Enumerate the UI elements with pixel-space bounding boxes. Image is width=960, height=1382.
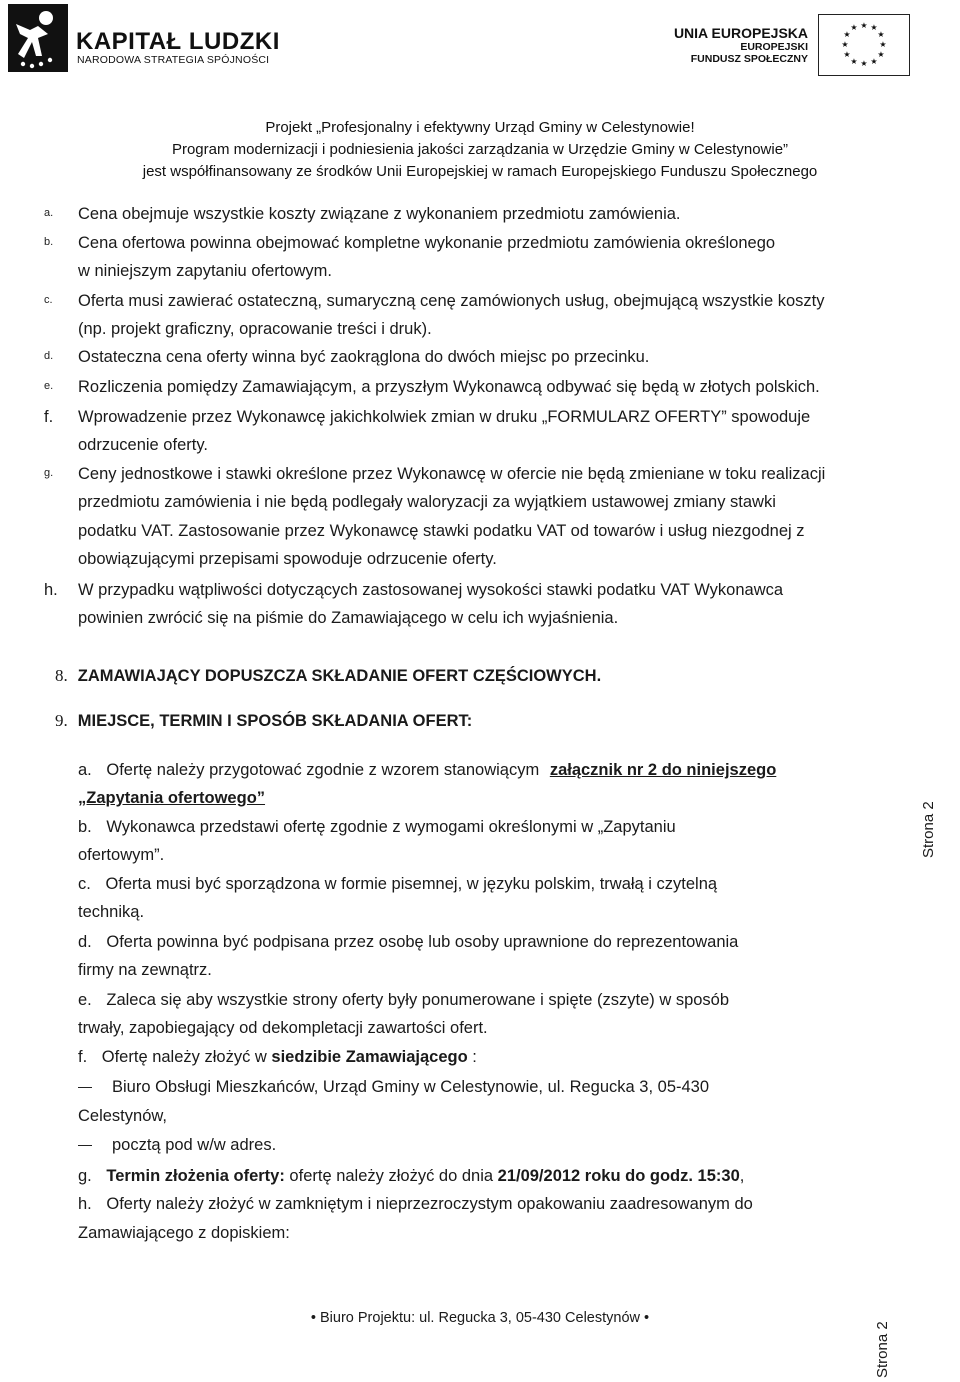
list-text: ofertę należy złożyć do dnia xyxy=(284,1167,498,1185)
list-item: Cena obejmuje wszystkie koszty związane z wykonaniem przedmiotu zamówienia. xyxy=(78,205,681,223)
eu-flag-icon xyxy=(818,14,910,76)
list-item-cont: Zamawiającego z dopiskiem: xyxy=(78,1224,290,1242)
eu-logo-line3: FUNDUSZ SPOŁECZNY xyxy=(690,53,808,65)
list-marker: a. xyxy=(44,207,54,219)
list-marker: c. xyxy=(78,875,91,893)
list-item-cont: ofertowym”. xyxy=(78,846,165,864)
svg-text:★: ★ xyxy=(850,57,858,66)
list-item-cont: powinien zwrócić się na piśmie do Zamawiającego w celu ich wyjaśnienia. xyxy=(78,609,619,627)
section-9-heading xyxy=(55,711,472,731)
svg-text:★: ★ xyxy=(841,40,849,49)
section-title: MIEJSCE, TERMIN I SPOSÓB SKŁADANIA OFERT: xyxy=(77,712,473,730)
list-marker: h. xyxy=(44,581,58,599)
section-number: 8. xyxy=(55,666,68,685)
list-item-cont: (np. projekt graficzny, opracowanie treści i druk). xyxy=(78,320,432,338)
list-item-cont: techniką. xyxy=(78,903,145,921)
list-text-bold: siedzibie Zamawiającego xyxy=(271,1048,468,1066)
list-marker: e. xyxy=(44,380,54,392)
eu-logo-line1: UNIA EUROPEJSKA xyxy=(673,25,808,41)
footer-text: Biuro Projektu: ul. Regucka 3, 05-430 Celestynów xyxy=(320,1310,640,1326)
dash-bullet-icon xyxy=(78,1145,92,1146)
list-text-tail: , xyxy=(739,1167,745,1185)
section-8-heading xyxy=(55,666,601,686)
list-item-cont: podatku VAT. Zastosowanie przez Wykonawcę stawki podatku VAT od towarów i usług niezgodnej z xyxy=(78,522,805,540)
list-item-cont: obowiązującymi przepisami spowoduje odrzucenie oferty. xyxy=(78,550,497,568)
list-item-cont: trwały, zapobiegający od dekompletacji zawartości ofert. xyxy=(78,1019,488,1037)
list-item: Wprowadzenie przez Wykonawcę jakichkolwiek zmian w druku „FORMULARZ OFERTY” spowoduje xyxy=(78,408,811,426)
list-item-cont: firmy na zewnątrz. xyxy=(78,961,212,979)
list-text: Zaleca się aby wszystkie strony oferty były ponumerowane i spięte (zszyte) w sposób xyxy=(106,991,730,1009)
list-item: Ostateczna cena oferty winna być zaokrąglona do dwóch miejsc po przecinku. xyxy=(78,348,650,366)
list-marker: d. xyxy=(44,350,54,362)
deadline-label: Termin złożenia oferty: xyxy=(106,1167,285,1185)
dash-bullet-icon xyxy=(78,1087,92,1088)
list-text-tail: : xyxy=(467,1048,477,1066)
project-line-2: Program modernizacji i podniesienia jakości zarządzania w Urzędzie Gminy w Celestynowie” xyxy=(171,141,789,158)
svg-text:★: ★ xyxy=(877,50,885,59)
list-item-cont: odrzucenie oferty. xyxy=(78,436,208,454)
eu-logo-text xyxy=(674,25,808,65)
svg-text:★: ★ xyxy=(843,50,851,59)
attachment-link[interactable]: załącznik nr 2 do niniejszego xyxy=(549,761,777,779)
kapital-ludzki-subtitle: NARODOWA STRATEGIA SPÓJNOŚCI xyxy=(77,54,270,66)
list-item xyxy=(78,756,776,784)
list-item xyxy=(78,870,717,898)
list-marker: f. xyxy=(44,408,54,426)
deadline-date: 21/09/2012 roku do godz. 15:30 xyxy=(497,1167,740,1185)
list-text: Ofertę należy przygotować zgodnie z wzorem stanowiącym xyxy=(106,761,540,779)
list-item xyxy=(78,1043,477,1071)
svg-text:★: ★ xyxy=(843,30,851,39)
list-item xyxy=(78,928,738,956)
list-item xyxy=(78,1162,744,1190)
svg-text:★: ★ xyxy=(877,30,885,39)
bullet-item: pocztą pod w/w adres. xyxy=(112,1136,277,1154)
list-marker: a. xyxy=(78,761,92,779)
list-marker: b. xyxy=(44,236,54,248)
bullet-icon: • xyxy=(310,1310,316,1326)
list-item: Oferta musi zawierać ostateczną, sumaryczną cenę zamówionych usług, obejmującą wszystkie koszty xyxy=(78,292,825,310)
list-marker: c. xyxy=(44,294,53,306)
list-item: Rozliczenia pomiędzy Zamawiającym, a przyszłym Wykonawcą odbywać się będą w złotych polskich. xyxy=(78,378,820,396)
svg-text:★: ★ xyxy=(860,21,868,30)
footer xyxy=(0,1310,960,1326)
list-text: Cena ofertowa powinna obejmować kompletne wykonanie przedmiotu zamówienia określonego xyxy=(78,234,776,252)
svg-text:★: ★ xyxy=(870,57,878,66)
svg-text:★: ★ xyxy=(860,59,868,68)
list-text: Oferta powinna być podpisana przez osobę lub osoby uprawnione do reprezentowania xyxy=(106,933,739,951)
list-marker: g. xyxy=(78,1167,92,1185)
kapital-ludzki-logo xyxy=(8,4,68,72)
list-text: Ofertę należy złożyć w xyxy=(101,1048,267,1066)
list-marker: e. xyxy=(78,991,92,1009)
list-text: Oferty należy złożyć w zamkniętym i nieprzezroczystym opakowaniu zaadresowanym do xyxy=(106,1195,753,1213)
project-line-3: jest współfinansowany ze środków Unii Europejskiej w ramach Europejskiego Funduszu Społecznego xyxy=(142,163,818,180)
list-text: Wykonawca przedstawi ofertę zgodnie z wymogami określonymi w „Zapytaniu xyxy=(106,818,676,836)
svg-text:★: ★ xyxy=(850,23,858,32)
list-item xyxy=(78,813,878,841)
bullet-item: Biuro Obsługi Mieszkańców, Urząd Gminy w Celestynowie, ul. Regucka 3, 05-430 xyxy=(112,1078,710,1096)
page-number-side: Strona 2 xyxy=(920,801,937,858)
list-marker: b. xyxy=(78,818,92,836)
list-marker: f. xyxy=(78,1048,88,1066)
section-number: 9. xyxy=(55,711,68,730)
list-item: W przypadku wątpliwości dotyczących zastosowanej wysokości stawki podatku VAT Wykonawca xyxy=(78,581,784,599)
list-item xyxy=(78,229,928,257)
list-marker: h. xyxy=(78,1195,92,1213)
project-line-1: Projekt „Profesjonalny i efektywny Urząd Gminy w Celestynowie! xyxy=(265,119,695,136)
list-item-cont: w niniejszym zapytaniu ofertowym. xyxy=(78,262,333,280)
svg-text:★: ★ xyxy=(879,40,887,49)
page-number-bottom: Strona 2 xyxy=(874,1321,891,1378)
attachment-link-cont[interactable]: „Zapytania ofertowego” xyxy=(78,789,266,807)
eu-logo-line2: EUROPEJSKI xyxy=(740,41,808,53)
list-item xyxy=(78,1190,753,1218)
bullet-item-cont: Celestynów, xyxy=(78,1107,167,1125)
kapital-ludzki-title: KAPITAŁ LUDZKI xyxy=(76,28,280,55)
section-title: ZAMAWIAJĄCY DOPUSZCZA SKŁADANIE OFERT CZĘŚCIOWYCH. xyxy=(77,667,602,685)
list-item-cont: przedmiotu zamówienia i nie będą podlegały waloryzacji za wyjątkiem ustawowej zmiany stawki xyxy=(78,493,776,511)
svg-text:★: ★ xyxy=(870,23,878,32)
list-marker: g. xyxy=(44,467,54,479)
list-item: Ceny jednostkowe i stawki określone przez Wykonawcę w ofercie nie będą zmieniane w toku realizacji xyxy=(78,465,826,483)
bullet-icon: • xyxy=(644,1310,650,1326)
list-text: Oferta musi być sporządzona w formie pisemnej, w języku polskim, trwałą i czytelną xyxy=(105,875,718,893)
list-item xyxy=(78,986,729,1014)
list-marker: d. xyxy=(78,933,92,951)
